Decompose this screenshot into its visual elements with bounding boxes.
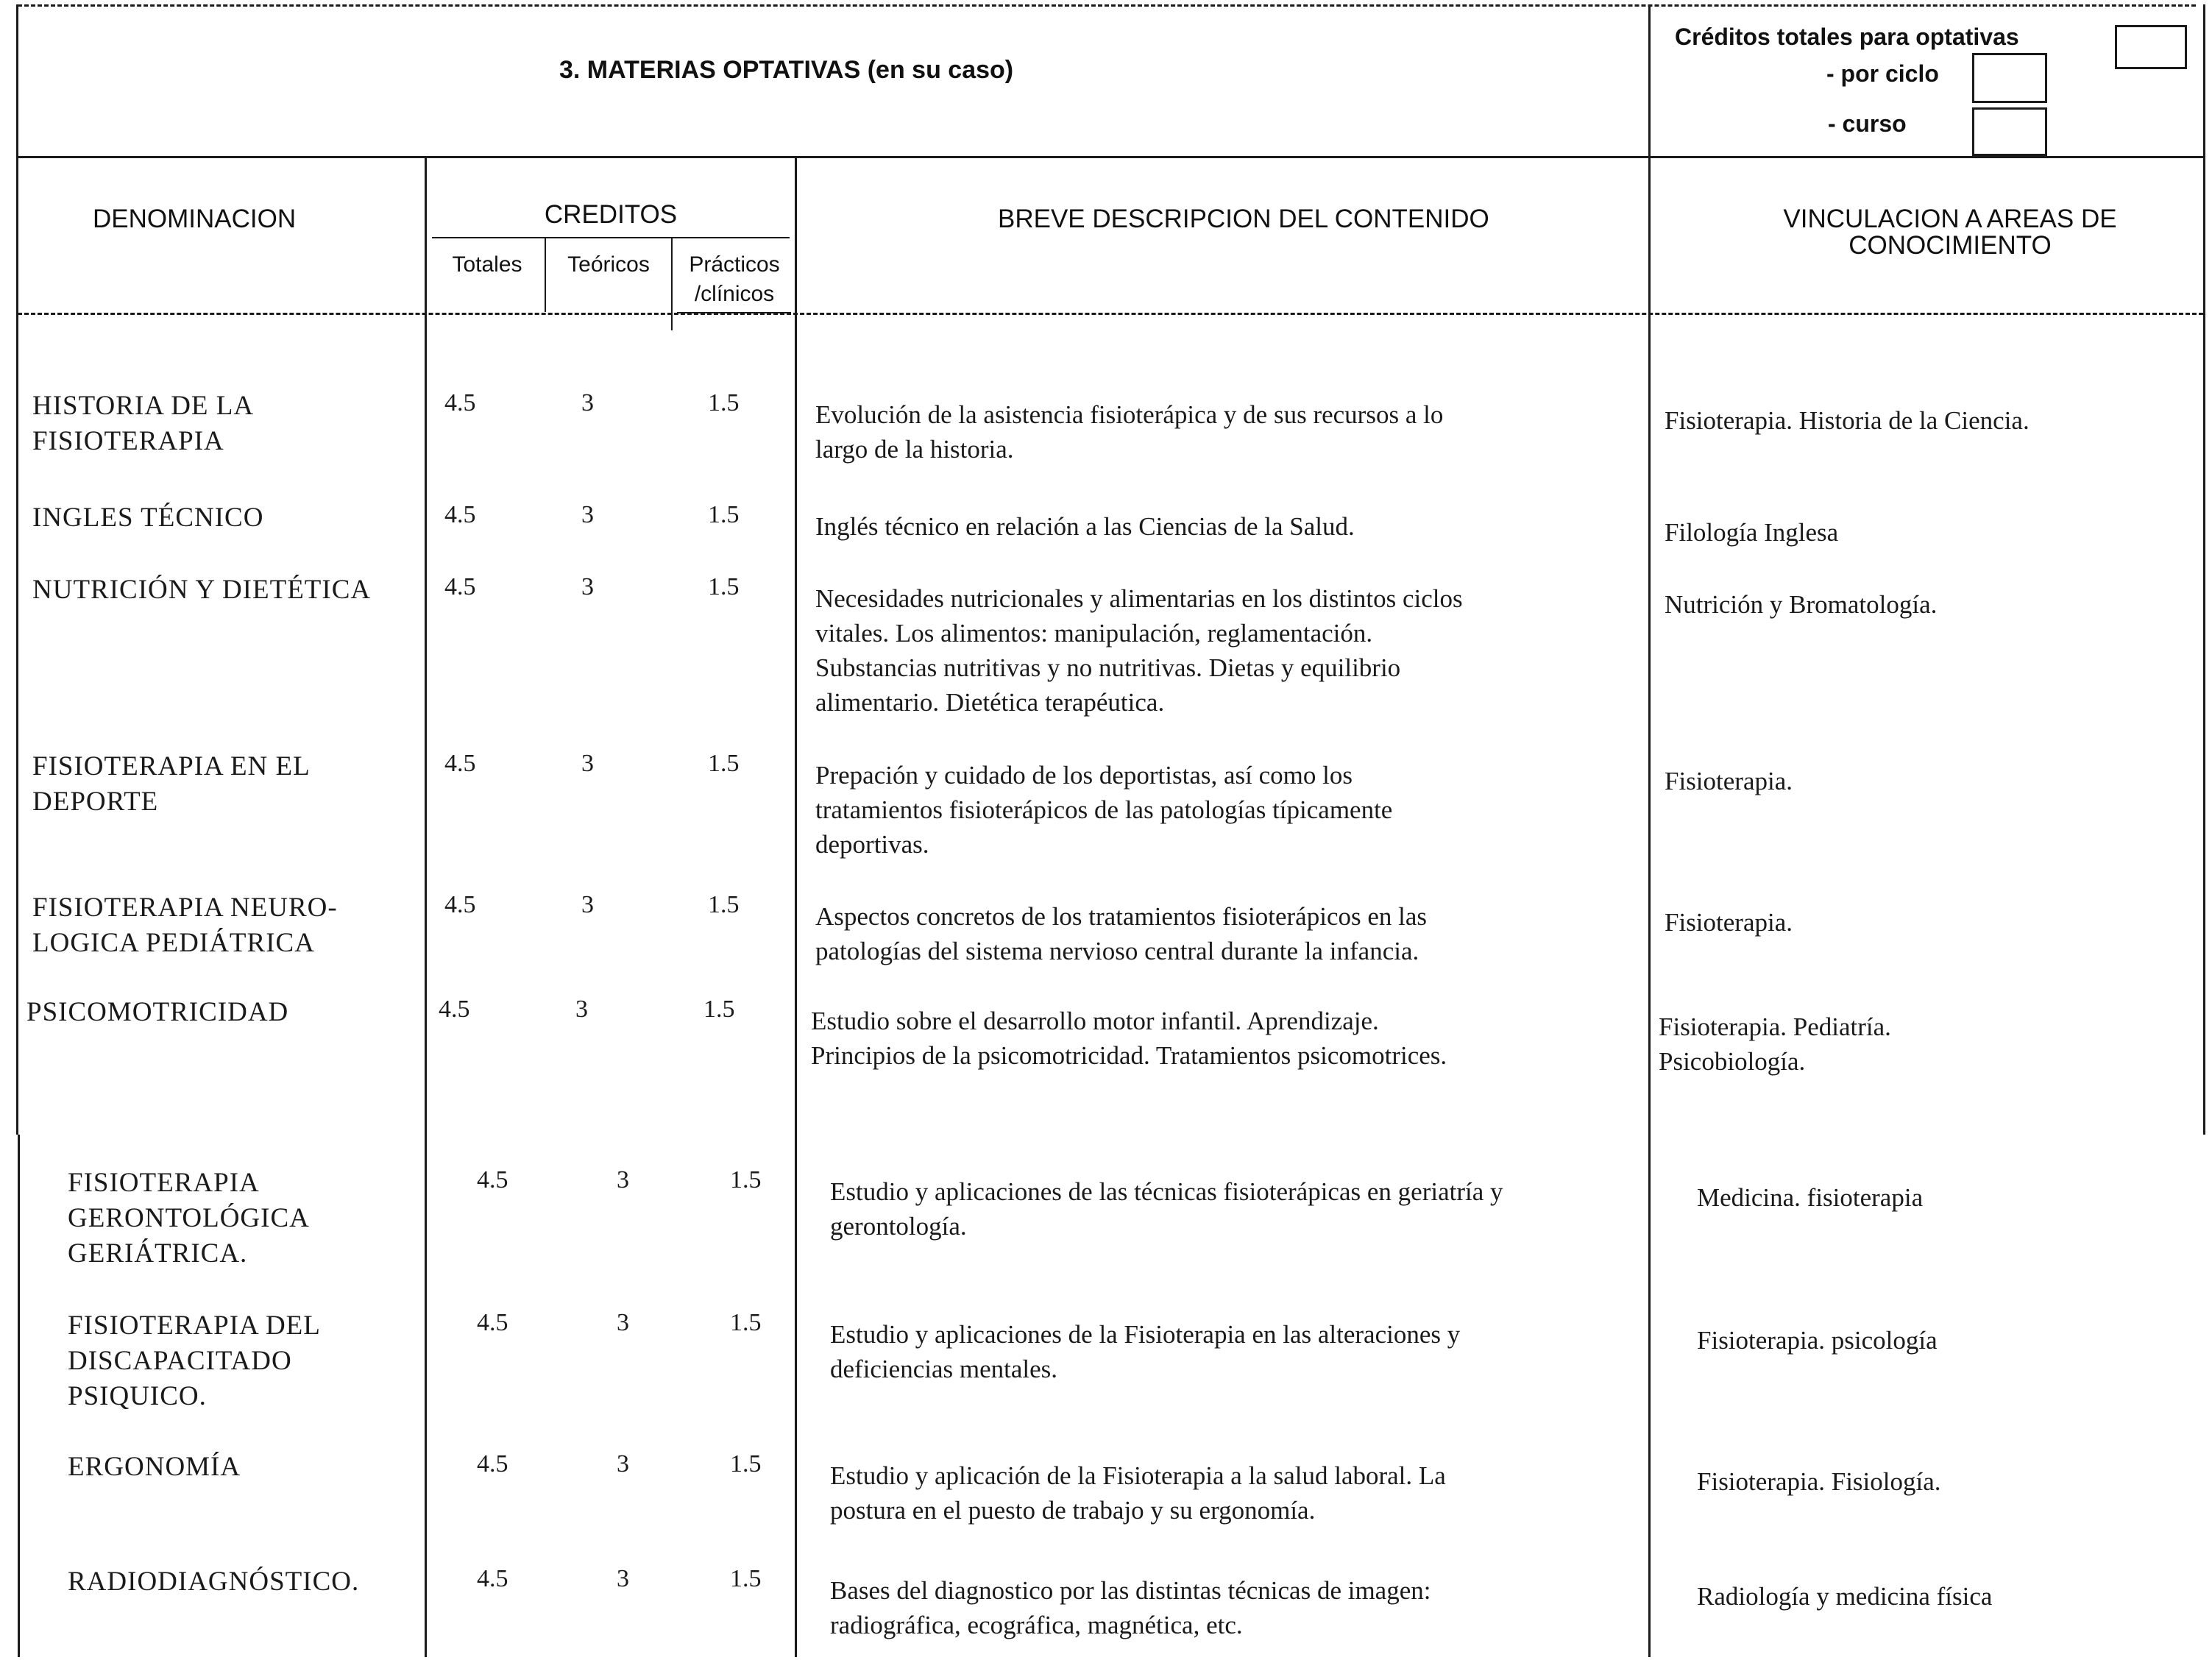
knowledge-area-line: Medicina. fisioterapia <box>1697 1183 1924 1212</box>
col-vinculacion-2: CONOCIMIENTO <box>1848 231 2052 260</box>
knowledge-area-line: Fisioterapia. <box>1665 908 1793 937</box>
content-description-line: Inglés técnico en relación a las Ciencias de la Salud. <box>815 512 1355 541</box>
knowledge-area-line: Fisioterapia. Pediatría. <box>1659 1012 1891 1041</box>
credits-practical: 1.5 <box>730 1309 762 1336</box>
credits-practical: 1.5 <box>708 750 740 777</box>
credits-total: 4.5 <box>477 1166 508 1193</box>
content-description <box>815 509 1581 544</box>
creditos-underline <box>432 237 790 238</box>
content-description-line: Estudio y aplicaciones de las técnicas fisioterápicas en geriatría y <box>830 1177 1503 1206</box>
content-description <box>815 899 1581 968</box>
section-title: 3. MATERIAS OPTATIVAS (en su caso) <box>559 56 1014 84</box>
credits-total: 4.5 <box>444 573 476 600</box>
credits-theory: 3 <box>617 1450 629 1478</box>
content-description-line: Estudio y aplicación de la Fisioterapia a la salud laboral. La <box>830 1461 1446 1490</box>
knowledge-area <box>1665 905 2194 940</box>
subject-name-line: FISIOTERAPIA DEL <box>68 1310 321 1341</box>
knowledge-area <box>1665 403 2194 438</box>
col-totales: Totales <box>452 252 522 277</box>
content-description <box>815 397 1581 467</box>
credits-theory: 3 <box>581 501 594 528</box>
content-description-line: postura en el puesto de trabajo y su ergonomía. <box>830 1496 1316 1525</box>
col-clinicos: /clínicos <box>694 282 775 306</box>
content-description-line: Necesidades nutricionales y alimentarias en los distintos ciclos <box>815 584 1463 613</box>
credits-total-box[interactable] <box>2115 25 2187 69</box>
knowledge-area <box>1697 1180 2212 1215</box>
content-description-line: tratamientos fisioterápicos de las patologías típicamente <box>815 795 1393 824</box>
credits-theory: 3 <box>617 1166 629 1193</box>
credits-total: 4.5 <box>477 1565 508 1592</box>
credits-theory: 3 <box>581 750 594 777</box>
subject-name <box>68 1308 450 1414</box>
content-description-line: Estudio sobre el desarrollo motor infantil. Aprendizaje. <box>811 1007 1379 1035</box>
knowledge-area-line: Fisioterapia. Fisiología. <box>1697 1467 1941 1496</box>
content-description-line: alimentario. Dietética terapéutica. <box>815 688 1165 717</box>
top-border <box>18 4 2196 7</box>
credits-total-label: Créditos totales para optativas <box>1675 24 2019 50</box>
col-practicos: Prácticos <box>689 252 780 277</box>
per-cycle-label: - por ciclo <box>1826 60 1939 87</box>
subject-name-line: FISIOTERAPIA <box>32 426 224 456</box>
knowledge-area-line: Psicobiología. <box>1659 1047 1806 1076</box>
content-description-line: gerontología. <box>830 1212 967 1241</box>
credits-total: 4.5 <box>444 501 476 528</box>
content-description <box>830 1573 1595 1642</box>
knowledge-area-line: Filología Inglesa <box>1665 518 1839 547</box>
subject-name-line: NUTRICIÓN Y DIETÉTICA <box>32 575 372 605</box>
content-description-line: patologías del sistema nervioso central durante la infancia. <box>815 937 1419 965</box>
subject-name-line: FISIOTERAPIA EN EL <box>32 751 311 781</box>
credits-practical: 1.5 <box>730 1565 762 1592</box>
subject-name <box>32 500 415 536</box>
left-border-upper <box>16 4 18 1135</box>
credits-total: 4.5 <box>439 996 470 1023</box>
subject-name-line: GERIÁTRICA. <box>68 1238 248 1269</box>
content-description <box>830 1458 1595 1528</box>
course-box[interactable] <box>1972 107 2047 156</box>
credits-practical: 1.5 <box>708 389 740 416</box>
subject-name-line: DISCAPACITADO <box>68 1346 292 1376</box>
knowledge-area-line: Nutrición y Bromatología. <box>1665 590 1938 619</box>
sub-divider-2 <box>671 238 673 330</box>
knowledge-area-line: Fisioterapia. <box>1665 767 1793 795</box>
credits-practical: 1.5 <box>730 1450 762 1478</box>
credits-total: 4.5 <box>444 750 476 777</box>
knowledge-area <box>1665 764 2194 798</box>
content-description-line: Principios de la psicomotricidad. Tratamientos psicomotrices. <box>811 1041 1447 1070</box>
credits-theory: 3 <box>581 573 594 600</box>
credits-theory: 3 <box>575 996 588 1023</box>
subject-name <box>68 1450 450 1485</box>
credits-total: 4.5 <box>444 891 476 918</box>
content-description-line: vitales. Los alimentos: manipulación, reglamentación. <box>815 619 1373 648</box>
subject-name-line: PSICOMOTRICIDAD <box>26 997 289 1027</box>
content-description-line: Prepación y cuidado de los deportistas, así como los <box>815 761 1353 790</box>
subject-name <box>68 1166 450 1271</box>
col-denominacion: DENOMINACION <box>93 205 297 233</box>
content-description <box>815 758 1581 862</box>
knowledge-area <box>1659 1010 2188 1079</box>
content-description-line: Evolución de la asistencia fisioterápica y de sus recursos a lo <box>815 400 1444 429</box>
content-description-line: Estudio y aplicaciones de la Fisioterapia en las alteraciones y <box>830 1320 1461 1349</box>
subject-name <box>32 749 415 820</box>
subject-name <box>26 995 409 1030</box>
subject-name-line: FISIOTERAPIA NEURO- <box>32 893 338 923</box>
course-label: - curso <box>1828 110 1907 137</box>
subject-name-line: GERONTOLÓGICA <box>68 1203 310 1233</box>
knowledge-area <box>1665 515 2194 550</box>
subject-name-line: PSIQUICO. <box>68 1381 207 1411</box>
credits-theory: 3 <box>617 1565 629 1592</box>
subject-name-line: LOGICA PEDIÁTRICA <box>32 928 315 958</box>
subject-name <box>68 1564 450 1600</box>
credits-theory: 3 <box>617 1309 629 1336</box>
credits-theory: 3 <box>581 389 594 416</box>
subject-name <box>32 389 415 459</box>
divider-credits-right <box>795 156 797 1657</box>
content-description <box>811 1004 1576 1073</box>
content-description <box>830 1317 1595 1386</box>
subject-name-line: FISIOTERAPIA <box>68 1168 260 1198</box>
credits-total: 4.5 <box>477 1450 508 1478</box>
knowledge-area-line: Radiología y medicina física <box>1697 1582 1993 1611</box>
credits-theory: 3 <box>581 891 594 918</box>
header-separator <box>16 156 2205 158</box>
col-descripcion: BREVE DESCRIPCION DEL CONTENIDO <box>998 205 1489 233</box>
col-teoricos: Teóricos <box>567 252 650 277</box>
credits-practical: 1.5 <box>708 891 740 918</box>
knowledge-area <box>1697 1464 2212 1499</box>
knowledge-area-line: Fisioterapia. Historia de la Ciencia. <box>1665 406 2030 435</box>
content-description-line: Substancias nutritivas y no nutritivas. Dietas y equilibrio <box>815 653 1401 682</box>
content-description-line: Bases del diagnostico por las distintas técnicas de imagen: <box>830 1576 1431 1605</box>
per-cycle-box[interactable] <box>1972 53 2047 103</box>
content-description-line: deficiencias mentales. <box>830 1355 1058 1383</box>
subject-name <box>32 572 415 608</box>
content-description <box>815 581 1581 720</box>
col-creditos: CREDITOS <box>544 200 678 229</box>
credits-practical: 1.5 <box>708 501 740 528</box>
col-vinculacion-1: VINCULACION A AREAS DE <box>1783 205 2117 233</box>
knowledge-area-line: Fisioterapia. psicología <box>1697 1326 1938 1355</box>
content-description <box>830 1174 1595 1244</box>
knowledge-area <box>1697 1323 2212 1358</box>
subject-name <box>32 890 415 961</box>
credits-total: 4.5 <box>444 389 476 416</box>
subheader-rule <box>18 313 2203 315</box>
right-border <box>2203 4 2205 1135</box>
practicos-underline <box>677 312 791 313</box>
content-description-line: radiográfica, ecográfica, magnética, etc. <box>830 1611 1243 1639</box>
credits-practical: 1.5 <box>708 573 740 600</box>
credits-total: 4.5 <box>477 1309 508 1336</box>
subject-name-line: HISTORIA DE LA <box>32 391 255 421</box>
subject-name-line: RADIODIAGNÓSTICO. <box>68 1567 360 1597</box>
credits-practical: 1.5 <box>703 996 735 1023</box>
knowledge-area <box>1697 1579 2212 1614</box>
content-description-line: deportivas. <box>815 830 929 859</box>
knowledge-area <box>1665 587 2194 622</box>
left-border-lower <box>18 1135 20 1657</box>
sub-divider-1 <box>545 238 546 312</box>
subject-name-line: DEPORTE <box>32 787 159 817</box>
credits-practical: 1.5 <box>730 1166 762 1193</box>
subject-name-line: ERGONOMÍA <box>68 1452 241 1482</box>
divider-credits-left <box>425 156 427 1657</box>
content-description-line: largo de la historia. <box>815 435 1014 464</box>
divider-area <box>1648 4 1651 1657</box>
content-description-line: Aspectos concretos de los tratamientos fisioterápicos en las <box>815 902 1428 931</box>
subject-name-line: INGLES TÉCNICO <box>32 503 264 533</box>
